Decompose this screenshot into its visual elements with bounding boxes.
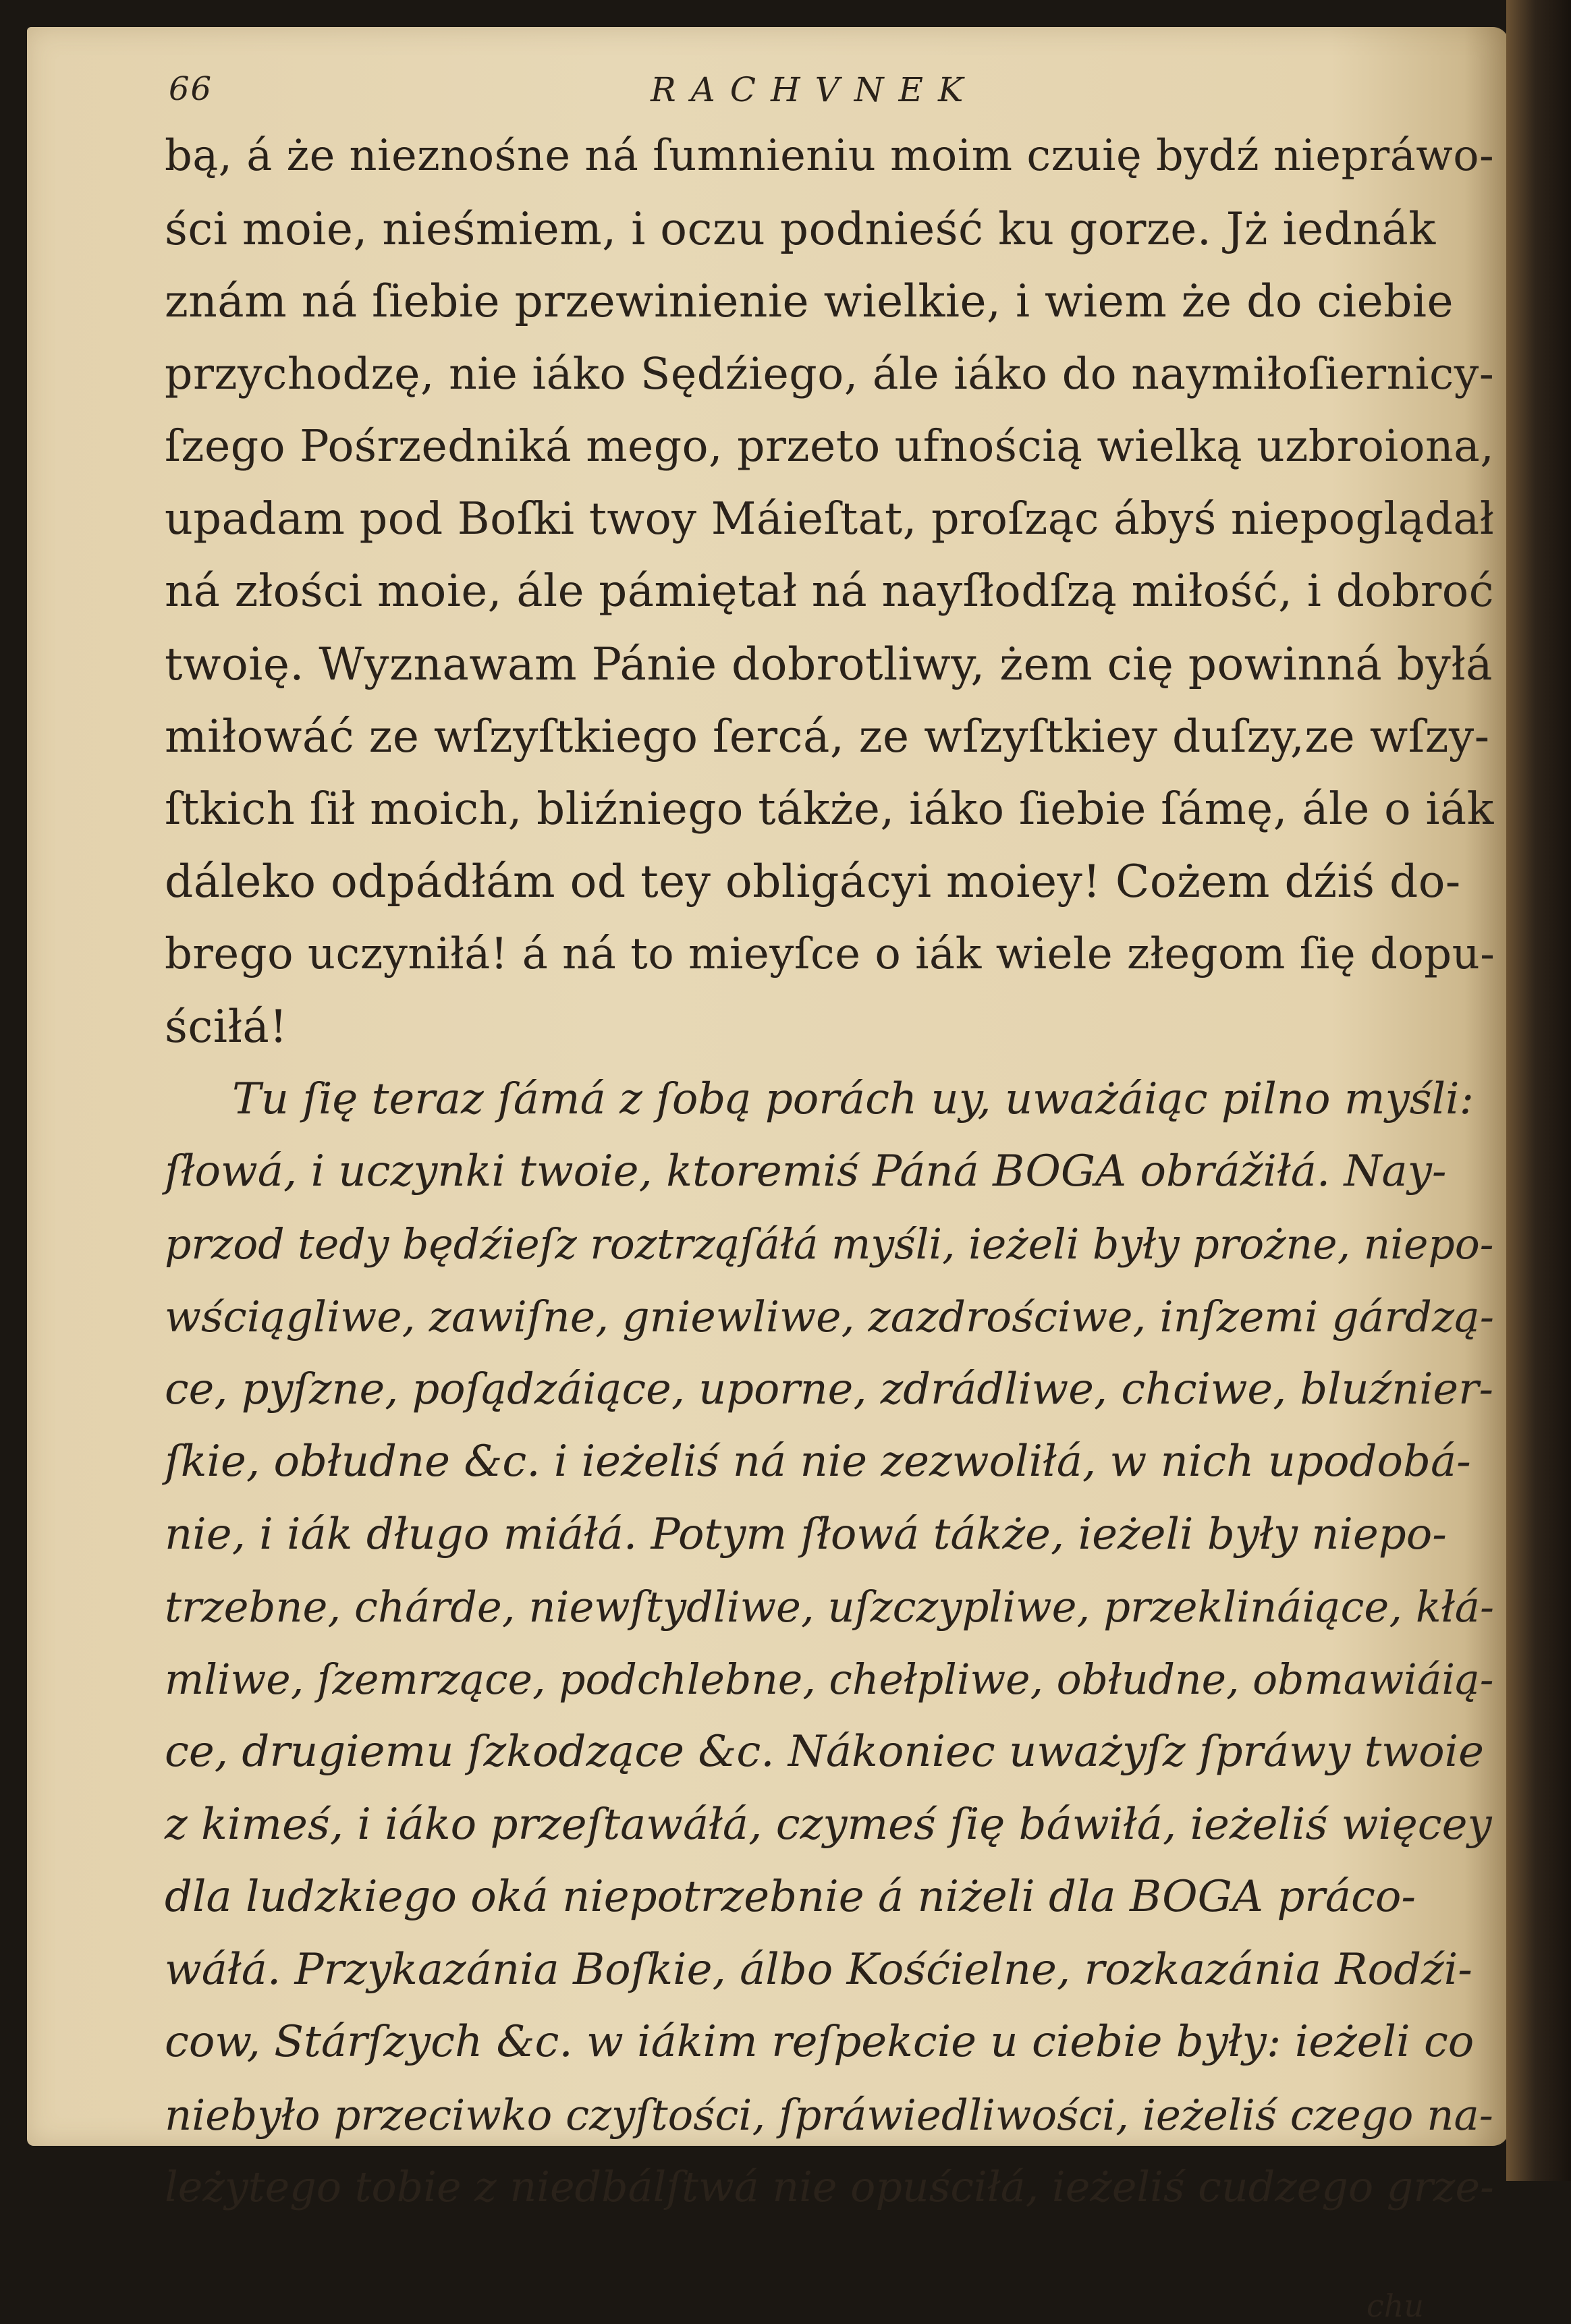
- text-line: ſzego Pośrzedniká mego, przeto ufnością wielką uzbroiona,: [165, 421, 1495, 472]
- italic-line: przod tedy będźieſz roztrząſáłá myśli, ieżeli były prożne, niepo-: [165, 1219, 1494, 1269]
- instruction-text: [165, 1063, 1494, 2224]
- italic-line: z kimeś, i iáko przeſtawáłá, czymeś ſię báwiłá, ieżeliś więcey: [165, 1799, 1492, 1850]
- italic-line: ſłowá, i uczynki twoie, ktoremiś Páná BOGA obrážiłá. Nay-: [165, 1146, 1447, 1196]
- italic-line: ſkie, obłudne &c. i ieżeliś ná nie zezwoliłá, w nich upodobá-: [165, 1437, 1471, 1487]
- running-head: RACHVNEK: [651, 70, 979, 109]
- italic-line: ce, drugiemu ſzkodzące &c. Nákoniec uważyſz ſpráwy twoie: [165, 1727, 1484, 1777]
- italic-line: Tu ſię teraz ſámá z ſobą porách uy, uważáiąc pilno myśli:: [232, 1074, 1474, 1124]
- text-line: dáleko odpádłám od tey obligácyi moiey! Cożem dźiś do-: [165, 856, 1461, 908]
- italic-line: wáłá. Przykazánia Boſkie, álbo Kośćielne, rozkazánia Rodźi-: [165, 1944, 1472, 1995]
- page-content: [165, 66, 1494, 2224]
- italic-line: mliwe, ſzemrzące, podchlebne, chełpliwe, obłudne, obmawiáią-: [165, 1655, 1494, 1704]
- text-line: znám ná ſiebie przewinienie wielkie, i wiem że do ciebie: [165, 275, 1454, 327]
- italic-line: leżytego tobie z niedbálſtwá nie opuściłá, ieżeliś cudzego grze-: [165, 2163, 1494, 2211]
- italic-line: cow, Stárſzych &c. w iákim reſpekcie u ciebie były: ieżeli co: [165, 2017, 1474, 2067]
- text-line: twoię. Wyznawam Pánie dobrotliwy, żem cię powinná byłá: [165, 638, 1493, 690]
- text-line: bą, á że nieznośne ná ſumnieniu moim czuię bydź niepráwo-: [165, 131, 1495, 181]
- italic-line: nie, i iák długo miáłá. Potym ſłowá tákże, ieżeli były niepo-: [165, 1509, 1447, 1559]
- page-number: 66: [169, 70, 213, 108]
- text-line: ſtkich ſił moich, bliźniego tákże, iáko ſiebie ſámę, ále o iák: [165, 783, 1494, 835]
- text-line: ná złości moie, ále pámiętał ná nayſłodſzą miłość, i dobroć: [165, 565, 1495, 617]
- catchword: chu: [1367, 2288, 1425, 2324]
- italic-line: dla ludzkiego oká niepotrzebnie á niżeli dla BOGA práco-: [165, 1872, 1416, 1922]
- text-line: ściłá!: [165, 1001, 288, 1053]
- text-line: brego uczyniłá! á ná to mieyſce o iák wiele złegom ſię dopu-: [165, 929, 1495, 979]
- text-line: miłowáć ze wſzyſtkiego ſercá, ze wſzyſtkiey duſzy,ze wſzy-: [165, 711, 1490, 763]
- prayer-text: [165, 120, 1494, 1063]
- text-line: przychodzę, nie iáko Sędźiego, ále iáko do naymiłoſiernicy-: [165, 348, 1495, 399]
- italic-line: trzebne, chárde, niewſtydliwe, uſzczypliwe, przeklináiące, kłá-: [165, 1582, 1494, 1632]
- book-spine: [1506, 0, 1571, 2181]
- italic-line: niebyło przeciwko czyſtości, ſpráwiedliwości, ieżeliś czego na-: [165, 2090, 1493, 2140]
- page-header: [165, 66, 1494, 120]
- italic-line: wściągliwe, zawiſne, gniewliwe, zazdrościwe, inſzemi gárdzą-: [165, 1292, 1495, 1341]
- italic-line: ce, pyſzne, poſądzáiące, uporne, zdrádliwe, chciwe, bluźnier-: [165, 1364, 1493, 1414]
- text-line: upadam pod Boſki twoy Máieſtat, proſząc ábyś niepoglądał: [165, 493, 1495, 545]
- text-line: ści moie, nieśmiem, i oczu podnieść ku gorze. Jż iednák: [165, 202, 1436, 255]
